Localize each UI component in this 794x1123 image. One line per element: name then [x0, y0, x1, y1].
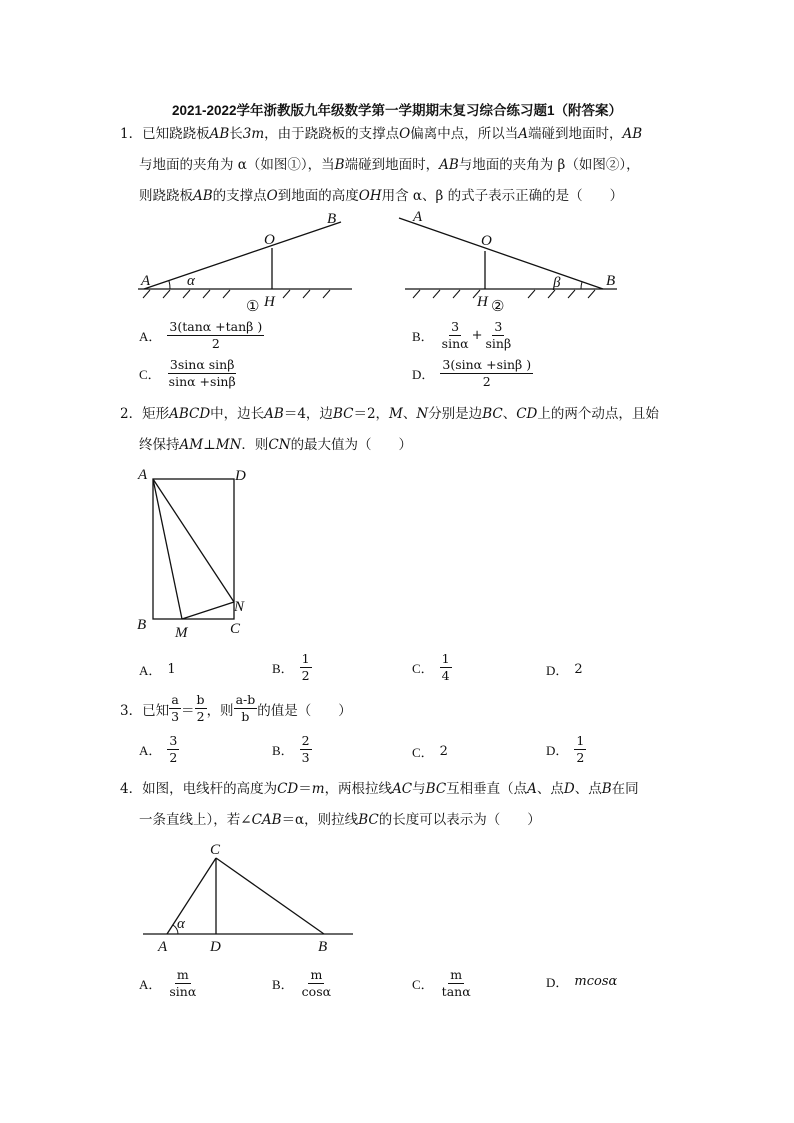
denominator: b: [241, 709, 250, 724]
wire-BC: [216, 858, 324, 934]
q1-figure-2: [395, 205, 635, 315]
q4-option-c[interactable]: [412, 968, 473, 999]
option-label: A．: [139, 977, 162, 992]
q2-text: 、: [502, 406, 517, 422]
q4-var: A: [527, 781, 537, 797]
denominator: cosα: [301, 984, 332, 999]
q3-option-b[interactable]: [272, 734, 312, 765]
q3-number: 3．: [120, 702, 143, 719]
q2-option-b[interactable]: [272, 652, 312, 683]
q1-text: 与地面的夹角为 β（如图②），: [458, 157, 640, 173]
option-label: D．: [546, 743, 569, 758]
label-O: O: [481, 233, 492, 249]
q2-option-a[interactable]: [139, 660, 176, 679]
label-H: H: [477, 294, 488, 310]
numerator: a: [171, 692, 179, 707]
denominator: 2: [301, 668, 310, 683]
numerator: 2: [301, 733, 310, 748]
segment-MN: [182, 602, 234, 619]
q1-number: 1．: [120, 126, 143, 142]
denominator: sinα: [441, 336, 469, 351]
option-label: B．: [272, 661, 294, 676]
numerator: 3: [451, 319, 460, 334]
numerator: 3(sinα +sinβ ): [442, 357, 532, 372]
q4-line-2: [139, 812, 541, 828]
q2-text: 上的两个动点，且始: [537, 406, 659, 422]
q4-text: 在同: [611, 781, 639, 797]
numerator: 1: [441, 651, 450, 666]
option-label: C．: [139, 367, 161, 382]
numerator: b: [196, 692, 205, 707]
q1-var: AB: [193, 188, 213, 204]
figure-number: ①: [246, 299, 260, 315]
q3-text: 的值是（ ）: [257, 702, 352, 719]
q2-var: BC: [482, 406, 503, 422]
q1-var: AB: [622, 126, 643, 142]
label-B: B: [137, 617, 147, 633]
option-value: 2: [439, 744, 448, 759]
q1-text: 长: [229, 126, 243, 142]
q4-text: 互相垂直（点: [446, 781, 528, 797]
q2-text: 终保持: [139, 437, 180, 453]
q2-text: 矩形: [142, 406, 170, 422]
fraction: [300, 734, 312, 765]
label-A: A: [138, 467, 148, 483]
option-label: C．: [412, 977, 434, 992]
q4-text: 、点: [536, 781, 564, 797]
label-N: N: [234, 599, 245, 615]
q4-text: 一条直线上），若∠: [139, 812, 252, 828]
fraction: [300, 652, 312, 683]
ground-hatching: [143, 290, 330, 298]
figure-number: ②: [491, 299, 505, 315]
q1-text: 已知跷跷板: [142, 126, 210, 142]
q1-text: 用含 α、β 的式子表示正确的是（ ）: [381, 188, 624, 204]
q1-text: 偏离中点，所以当: [410, 126, 519, 142]
board-AB: [399, 218, 603, 289]
q4-var: AC: [392, 781, 413, 797]
denominator: 2: [576, 750, 585, 765]
denominator: sinα +sinβ: [168, 374, 236, 389]
option-label: B．: [412, 329, 434, 344]
q2-text: 分别是边: [428, 406, 483, 422]
document-title: 2021-2022学年浙教版九年级数学第一学期期末复习综合练习题1（附答案）: [171, 103, 623, 118]
q2-rectangle-figure: [134, 466, 264, 646]
q2-var: ABCD: [169, 406, 211, 422]
label-B: B: [327, 211, 337, 227]
q4-text: 与: [412, 781, 426, 797]
q1-line-3: [139, 188, 623, 204]
q1-text: ，由于跷跷板的支撑点: [264, 126, 400, 142]
fraction: [195, 693, 207, 724]
fraction: [440, 358, 533, 389]
q2-text: 中，边长: [210, 406, 265, 422]
q3-option-c[interactable]: [412, 742, 448, 761]
label-H: H: [264, 294, 275, 310]
denominator: 3: [171, 709, 180, 724]
q1-option-b[interactable]: [412, 320, 513, 351]
q2-line-2: [139, 437, 412, 453]
numerator: 3(tanα +tanβ ): [169, 319, 263, 334]
q4-var: CD: [277, 781, 299, 797]
numerator: 3: [494, 319, 503, 334]
fraction: [167, 320, 264, 351]
q2-option-d[interactable]: [546, 660, 583, 679]
numerator: m: [450, 967, 463, 982]
fraction: [167, 734, 179, 765]
q1-length: 3m: [242, 126, 265, 142]
q4-pole-figure: [140, 838, 360, 958]
q1-text: 则跷跷板: [139, 188, 193, 204]
denominator: 2: [211, 336, 220, 351]
q3-text: ，则: [206, 702, 234, 719]
numerator: m: [310, 967, 323, 982]
q2-text: ＝2，: [353, 406, 390, 422]
q4-var: CAB: [251, 812, 282, 828]
q3-option-d[interactable]: [546, 734, 586, 765]
q2-text: 的最大值为（ ）: [290, 437, 413, 453]
q1-option-c[interactable]: [139, 358, 238, 389]
q1-line-1: [120, 126, 642, 142]
denominator: sinα: [169, 984, 197, 999]
numerator: 3sinα sinβ: [169, 357, 235, 372]
angle-arc: [169, 281, 170, 289]
denominator: 2: [196, 709, 205, 724]
q4-option-b[interactable]: [272, 968, 333, 999]
label-A: A: [158, 939, 168, 955]
board-AB: [144, 222, 341, 289]
q1-figure-1: [130, 205, 360, 315]
fraction: [483, 320, 513, 351]
q4-option-a[interactable]: [139, 968, 198, 999]
q2-var: AM⊥MN: [179, 437, 242, 453]
option-label: A．: [139, 743, 162, 758]
numerator: m: [176, 967, 189, 982]
q4-line-1: [120, 781, 639, 797]
fraction: [300, 968, 333, 999]
q1-text: 端碰到地面时，: [527, 126, 623, 142]
wire-AC: [167, 858, 216, 934]
option-label: C．: [412, 661, 434, 676]
numerator: 1: [576, 733, 585, 748]
q1-option-d[interactable]: [412, 358, 533, 389]
q2-text: ．则: [241, 437, 269, 453]
q4-var: BC: [358, 812, 379, 828]
option-label: B．: [272, 977, 294, 992]
label-B: B: [606, 273, 616, 289]
option-label: C．: [412, 745, 434, 760]
option-label: B．: [272, 743, 294, 758]
label-M: M: [175, 625, 188, 641]
q2-number: 2．: [120, 406, 143, 422]
q1-var: O: [266, 188, 278, 204]
label-alpha: α: [187, 273, 195, 289]
label-alpha: α: [177, 916, 185, 932]
option-label: A．: [139, 663, 162, 678]
q2-var: CN: [268, 437, 291, 453]
label-C: C: [230, 621, 241, 637]
option-label: D．: [546, 975, 569, 990]
q1-line-2: [139, 157, 640, 173]
q3-text: 已知: [142, 702, 170, 719]
q4-text: ＝α，则拉线: [281, 812, 359, 828]
option-label: D．: [546, 663, 569, 678]
q4-text: 、点: [574, 781, 602, 797]
fraction: [440, 652, 452, 683]
q4-text: 如图，电线杆的高度为: [142, 781, 278, 797]
q4-var: B: [601, 781, 612, 797]
q1-var: A: [518, 126, 528, 142]
fraction: [167, 358, 238, 389]
label-B: B: [318, 939, 328, 955]
fraction: [234, 693, 258, 724]
label-D: D: [210, 939, 221, 955]
q4-var: D: [563, 781, 575, 797]
label-A: A: [413, 209, 423, 225]
q2-var: BC: [332, 406, 354, 422]
denominator: 3: [301, 750, 310, 765]
label-D: D: [235, 468, 246, 484]
fraction: [167, 968, 198, 999]
option-value: mcosα: [574, 974, 618, 989]
q1-var: AB: [209, 126, 230, 142]
q2-text: 、: [402, 406, 417, 422]
q1-option-a[interactable]: [139, 320, 264, 351]
numerator: 1: [301, 651, 310, 666]
denominator: 4: [441, 668, 450, 683]
fraction: [440, 320, 471, 351]
fraction: [169, 693, 181, 724]
q3-option-a[interactable]: [139, 734, 179, 765]
q2-var: AB: [264, 406, 284, 422]
q4-option-d[interactable]: [546, 972, 617, 991]
numerator: 3: [169, 733, 178, 748]
q3-stem: [120, 693, 352, 724]
label-O: O: [264, 232, 275, 248]
q4-text: ，两根拉线: [324, 781, 393, 797]
rectangle-ABCD: [153, 479, 234, 619]
q4-text: 的长度可以表示为（ ）: [378, 812, 541, 828]
q2-line-1: [120, 406, 659, 422]
q1-text: 端碰到地面时，: [344, 157, 440, 173]
denominator: 2: [169, 750, 178, 765]
option-value: 1: [167, 662, 176, 677]
angle-arc: [581, 282, 582, 289]
q4-text: ＝: [298, 781, 312, 797]
option-label: A．: [139, 329, 162, 344]
numerator: a-b: [235, 692, 256, 707]
q4-number: 4．: [120, 781, 143, 797]
label-C: C: [210, 842, 221, 858]
denominator: tanα: [441, 984, 471, 999]
q1-var: O: [399, 126, 411, 142]
fraction: [574, 734, 586, 765]
q1-var: AB: [439, 157, 459, 173]
q1-text: 与地面的夹角为 α（如图①），当: [139, 157, 335, 173]
q1-text: 的支撑点: [212, 188, 267, 204]
denominator: sinβ: [485, 336, 512, 351]
option-label: D．: [412, 367, 435, 382]
q1-var: OH: [358, 188, 382, 204]
q2-var: M: [389, 406, 403, 422]
q2-var: N: [416, 406, 429, 422]
ground-hatching: [413, 290, 595, 298]
q1-text: 到地面的高度: [277, 188, 359, 204]
label-beta: β: [553, 275, 561, 291]
plus-sign: +: [471, 328, 483, 343]
denominator: 2: [482, 374, 491, 389]
label-A: A: [141, 273, 151, 289]
q4-var: BC: [425, 781, 447, 797]
q2-text: ＝4，边: [283, 406, 333, 422]
equals-sign: ＝: [181, 702, 195, 719]
q2-option-c[interactable]: [412, 652, 452, 683]
q2-var: CD: [516, 406, 538, 422]
q4-var: m: [311, 781, 325, 797]
option-value: 2: [574, 662, 583, 677]
fraction: [440, 968, 473, 999]
q1-var: B: [334, 157, 345, 173]
